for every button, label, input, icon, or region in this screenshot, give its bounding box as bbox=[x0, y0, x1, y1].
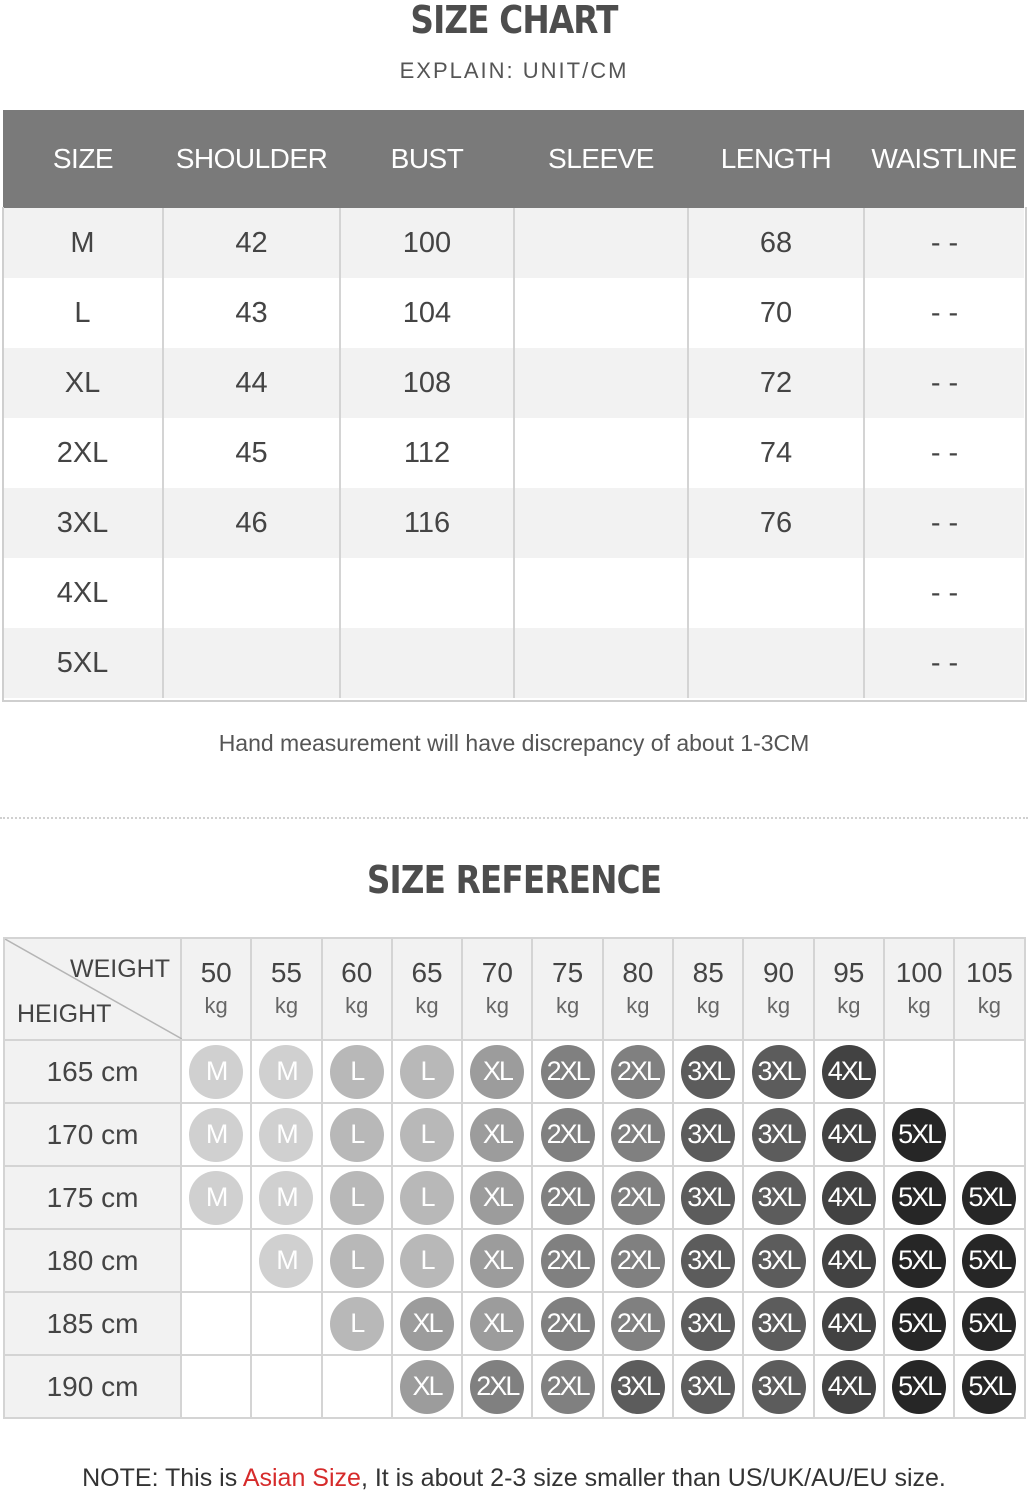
size-cell bbox=[673, 1229, 743, 1292]
size-badge-l: L bbox=[400, 1108, 454, 1162]
size-badge-xl: XL bbox=[400, 1297, 454, 1351]
size-badge-m: M bbox=[189, 1045, 243, 1099]
table-row bbox=[3, 348, 1024, 418]
size-cell bbox=[814, 1040, 884, 1103]
weight-unit: kg bbox=[766, 993, 791, 1018]
size-badge-2xl: 2XL bbox=[541, 1045, 595, 1099]
column-header-size: SIZE bbox=[3, 110, 163, 208]
table-row bbox=[3, 208, 1024, 278]
cell-waistline: - - bbox=[864, 418, 1024, 488]
size-cell bbox=[392, 1040, 462, 1103]
cell-bust: 116 bbox=[340, 488, 514, 558]
cell-waistline: - - bbox=[864, 558, 1024, 628]
size-chart-title: SIZE CHART bbox=[410, 0, 618, 42]
size-cell bbox=[251, 1292, 321, 1355]
section-divider bbox=[0, 817, 1028, 819]
weight-value: 100 bbox=[895, 957, 943, 988]
size-reference-header-row bbox=[4, 938, 1025, 1040]
size-badge-2xl: 2XL bbox=[541, 1171, 595, 1225]
size-badge-2xl: 2XL bbox=[611, 1171, 665, 1225]
weight-header bbox=[532, 938, 602, 1040]
size-badge-xl: XL bbox=[470, 1297, 524, 1351]
size-cell bbox=[181, 1040, 251, 1103]
size-badge-2xl: 2XL bbox=[611, 1297, 665, 1351]
size-cell bbox=[673, 1166, 743, 1229]
size-badge-xl: XL bbox=[470, 1234, 524, 1288]
weight-header bbox=[743, 938, 813, 1040]
table-row bbox=[4, 1166, 1025, 1229]
table-row bbox=[4, 1355, 1025, 1418]
height-cell: 180 cm bbox=[4, 1229, 181, 1292]
weight-header bbox=[181, 938, 251, 1040]
size-cell bbox=[954, 1040, 1024, 1103]
size-cell bbox=[954, 1355, 1024, 1418]
cell-bust: 112 bbox=[340, 418, 514, 488]
size-cell bbox=[673, 1292, 743, 1355]
size-cell bbox=[954, 1292, 1024, 1355]
size-badge-m: M bbox=[189, 1108, 243, 1162]
size-badge-2xl: 2XL bbox=[541, 1360, 595, 1414]
size-badge-2xl: 2XL bbox=[541, 1108, 595, 1162]
weight-header bbox=[392, 938, 462, 1040]
column-header-sleeve: SLEEVE bbox=[514, 110, 688, 208]
size-badge-5xl: 5XL bbox=[892, 1234, 946, 1288]
asian-size-highlight: Asian Size bbox=[242, 1464, 361, 1492]
cell-waistline: - - bbox=[864, 488, 1024, 558]
cell-sleeve bbox=[514, 208, 688, 278]
weight-unit: kg bbox=[977, 993, 1002, 1018]
size-reference-body bbox=[4, 1040, 1025, 1418]
size-cell bbox=[743, 1229, 813, 1292]
size-cell bbox=[814, 1292, 884, 1355]
size-cell bbox=[884, 1040, 954, 1103]
size-cell bbox=[532, 1355, 602, 1418]
size-badge-5xl: 5XL bbox=[962, 1234, 1016, 1288]
size-badge-3xl: 3XL bbox=[752, 1360, 806, 1414]
cell-waistline: - - bbox=[864, 348, 1024, 418]
cell-size: XL bbox=[3, 348, 163, 418]
size-cell bbox=[532, 1292, 602, 1355]
weight-unit: kg bbox=[556, 993, 580, 1018]
size-cell bbox=[743, 1355, 813, 1418]
size-cell bbox=[322, 1355, 392, 1418]
cell-length: 70 bbox=[688, 278, 864, 348]
size-badge-xl: XL bbox=[400, 1360, 454, 1414]
size-cell bbox=[322, 1040, 392, 1103]
size-badge-4xl: 4XL bbox=[822, 1045, 876, 1099]
cell-shoulder: 44 bbox=[163, 348, 340, 418]
table-row bbox=[3, 418, 1024, 488]
weight-unit: kg bbox=[415, 993, 439, 1018]
size-badge-l: L bbox=[330, 1234, 384, 1288]
note-prefix: NOTE: This is bbox=[82, 1464, 243, 1492]
size-cell bbox=[181, 1355, 251, 1418]
weight-unit: kg bbox=[696, 993, 720, 1018]
size-badge-m: M bbox=[259, 1171, 313, 1225]
size-cell bbox=[603, 1355, 673, 1418]
size-cell bbox=[181, 1166, 251, 1229]
size-cell bbox=[814, 1355, 884, 1418]
column-header-waistline: WAISTLINE bbox=[864, 110, 1024, 208]
weight-header bbox=[954, 938, 1024, 1040]
cell-sleeve bbox=[514, 488, 688, 558]
size-badge-2xl: 2XL bbox=[541, 1297, 595, 1351]
size-cell bbox=[673, 1040, 743, 1103]
size-cell bbox=[884, 1166, 954, 1229]
cell-sleeve bbox=[514, 348, 688, 418]
size-badge-l: L bbox=[330, 1045, 384, 1099]
table-row bbox=[3, 488, 1024, 558]
cell-shoulder: 42 bbox=[163, 208, 340, 278]
note-suffix: , It is about 2-3 size smaller than US/UK/AU/EU size. bbox=[360, 1464, 946, 1492]
size-badge-3xl: 3XL bbox=[752, 1297, 806, 1351]
size-badge-5xl: 5XL bbox=[892, 1108, 946, 1162]
cell-bust: 104 bbox=[340, 278, 514, 348]
weight-unit: kg bbox=[485, 993, 509, 1018]
weight-header bbox=[251, 938, 321, 1040]
size-badge-4xl: 4XL bbox=[822, 1234, 876, 1288]
size-badge-3xl: 3XL bbox=[681, 1360, 735, 1414]
size-badge-2xl: 2XL bbox=[470, 1360, 524, 1414]
weight-unit: kg bbox=[274, 993, 299, 1018]
weight-value: 65 bbox=[411, 957, 443, 988]
size-cell bbox=[532, 1166, 602, 1229]
weight-value: 60 bbox=[341, 957, 373, 988]
table-row bbox=[3, 278, 1024, 348]
table-row bbox=[3, 558, 1024, 628]
size-badge-xl: XL bbox=[470, 1045, 524, 1099]
size-chart-subtitle: EXPLAIN: UNIT/CM bbox=[399, 58, 629, 83]
size-cell bbox=[462, 1355, 532, 1418]
weight-value: 50 bbox=[200, 957, 232, 988]
height-cell: 175 cm bbox=[4, 1166, 181, 1229]
size-cell bbox=[462, 1166, 532, 1229]
size-cell bbox=[954, 1229, 1024, 1292]
height-cell: 185 cm bbox=[4, 1292, 181, 1355]
size-cell bbox=[603, 1166, 673, 1229]
size-badge-3xl: 3XL bbox=[681, 1108, 735, 1162]
size-cell bbox=[673, 1355, 743, 1418]
height-cell: 170 cm bbox=[4, 1103, 181, 1166]
size-cell bbox=[251, 1103, 321, 1166]
table-row bbox=[4, 1040, 1025, 1103]
size-cell bbox=[462, 1292, 532, 1355]
size-cell bbox=[462, 1229, 532, 1292]
size-badge-5xl: 5XL bbox=[962, 1171, 1016, 1225]
size-cell bbox=[181, 1229, 251, 1292]
weight-unit: kg bbox=[837, 993, 861, 1018]
size-badge-m: M bbox=[259, 1045, 313, 1099]
table-row bbox=[3, 628, 1024, 698]
size-badge-2xl: 2XL bbox=[611, 1234, 665, 1288]
size-badge-3xl: 3XL bbox=[752, 1045, 806, 1099]
weight-value: 90 bbox=[762, 957, 795, 988]
weight-value: 55 bbox=[270, 957, 303, 988]
size-badge-l: L bbox=[330, 1297, 384, 1351]
size-cell bbox=[462, 1040, 532, 1103]
size-cell bbox=[251, 1355, 321, 1418]
size-badge-3xl: 3XL bbox=[681, 1045, 735, 1099]
size-badge-5xl: 5XL bbox=[892, 1360, 946, 1414]
cell-sleeve bbox=[514, 628, 688, 698]
height-axis-label: HEIGHT bbox=[17, 1000, 112, 1028]
weight-unit: kg bbox=[204, 993, 228, 1018]
cell-length: 68 bbox=[688, 208, 864, 278]
size-badge-5xl: 5XL bbox=[892, 1297, 946, 1351]
size-cell bbox=[743, 1292, 813, 1355]
height-cell: 190 cm bbox=[4, 1355, 181, 1418]
size-cell bbox=[532, 1229, 602, 1292]
weight-value: 85 bbox=[692, 957, 724, 988]
size-badge-3xl: 3XL bbox=[752, 1108, 806, 1162]
size-cell bbox=[884, 1292, 954, 1355]
size-cell bbox=[251, 1229, 321, 1292]
size-badge-5xl: 5XL bbox=[962, 1360, 1016, 1414]
cell-shoulder: 45 bbox=[163, 418, 340, 488]
table-row bbox=[4, 1229, 1025, 1292]
size-badge-4xl: 4XL bbox=[822, 1171, 876, 1225]
size-cell bbox=[814, 1166, 884, 1229]
size-badge-xl: XL bbox=[470, 1108, 524, 1162]
size-badge-2xl: 2XL bbox=[611, 1108, 665, 1162]
size-cell bbox=[392, 1229, 462, 1292]
size-cell bbox=[743, 1103, 813, 1166]
cell-size: M bbox=[3, 208, 163, 278]
cell-shoulder: 46 bbox=[163, 488, 340, 558]
cell-size: 3XL bbox=[3, 488, 163, 558]
cell-sleeve bbox=[514, 278, 688, 348]
weight-value: 95 bbox=[833, 957, 865, 988]
size-cell bbox=[603, 1040, 673, 1103]
size-badge-3xl: 3XL bbox=[752, 1234, 806, 1288]
cell-size: 4XL bbox=[3, 558, 163, 628]
size-cell bbox=[884, 1229, 954, 1292]
size-cell bbox=[814, 1103, 884, 1166]
weight-value: 70 bbox=[481, 957, 513, 988]
size-cell bbox=[743, 1166, 813, 1229]
asian-size-note bbox=[0, 1464, 1028, 1493]
weight-header bbox=[603, 938, 673, 1040]
cell-waistline: - - bbox=[864, 628, 1024, 698]
size-cell bbox=[392, 1292, 462, 1355]
cell-size: 2XL bbox=[3, 418, 163, 488]
size-badge-xl: XL bbox=[470, 1171, 524, 1225]
size-badge-l: L bbox=[330, 1108, 384, 1162]
height-cell: 165 cm bbox=[4, 1040, 181, 1103]
cell-bust bbox=[340, 628, 514, 698]
weight-unit: kg bbox=[907, 993, 931, 1018]
weight-value: 75 bbox=[552, 957, 584, 988]
measurement-note: Hand measurement will have discrepancy of about 1-3CM bbox=[218, 730, 810, 756]
size-cell bbox=[322, 1292, 392, 1355]
cell-shoulder: 43 bbox=[163, 278, 340, 348]
size-cell bbox=[954, 1103, 1024, 1166]
weight-unit: kg bbox=[626, 993, 650, 1018]
cell-length bbox=[688, 628, 864, 698]
column-header-bust: BUST bbox=[340, 110, 514, 208]
size-cell bbox=[392, 1103, 462, 1166]
size-badge-3xl: 3XL bbox=[611, 1360, 665, 1414]
column-header-length: LENGTH bbox=[688, 110, 864, 208]
size-cell bbox=[673, 1103, 743, 1166]
weight-unit: kg bbox=[345, 993, 369, 1018]
size-cell bbox=[603, 1229, 673, 1292]
cell-length: 74 bbox=[688, 418, 864, 488]
weight-value: 80 bbox=[622, 957, 654, 988]
cell-size: 5XL bbox=[3, 628, 163, 698]
size-badge-2xl: 2XL bbox=[541, 1234, 595, 1288]
size-reference-title: SIZE REFERENCE bbox=[366, 858, 662, 902]
size-badge-3xl: 3XL bbox=[681, 1234, 735, 1288]
size-cell bbox=[743, 1040, 813, 1103]
size-cell bbox=[603, 1103, 673, 1166]
size-cell bbox=[814, 1229, 884, 1292]
size-cell bbox=[954, 1166, 1024, 1229]
cell-length bbox=[688, 558, 864, 628]
size-chart-header-row bbox=[3, 110, 1024, 208]
weight-header bbox=[462, 938, 532, 1040]
size-chart-body bbox=[3, 208, 1024, 698]
cell-bust: 100 bbox=[340, 208, 514, 278]
size-cell bbox=[392, 1166, 462, 1229]
size-cell bbox=[322, 1166, 392, 1229]
weight-axis-label: WEIGHT bbox=[70, 955, 170, 983]
weight-header bbox=[884, 938, 954, 1040]
size-badge-m: M bbox=[259, 1234, 313, 1288]
size-cell bbox=[884, 1355, 954, 1418]
cell-sleeve bbox=[514, 558, 688, 628]
cell-length: 72 bbox=[688, 348, 864, 418]
table-row bbox=[4, 1103, 1025, 1166]
column-header-shoulder: SHOULDER bbox=[163, 110, 340, 208]
size-badge-l: L bbox=[400, 1171, 454, 1225]
size-cell bbox=[181, 1292, 251, 1355]
size-cell bbox=[322, 1103, 392, 1166]
size-cell bbox=[392, 1355, 462, 1418]
weight-header bbox=[322, 938, 392, 1040]
cell-length: 76 bbox=[688, 488, 864, 558]
size-badge-4xl: 4XL bbox=[822, 1360, 876, 1414]
size-cell bbox=[181, 1103, 251, 1166]
size-cell bbox=[462, 1103, 532, 1166]
size-cell bbox=[322, 1229, 392, 1292]
size-badge-3xl: 3XL bbox=[681, 1171, 735, 1225]
size-badge-l: L bbox=[400, 1045, 454, 1099]
cell-bust bbox=[340, 558, 514, 628]
size-badge-2xl: 2XL bbox=[611, 1045, 665, 1099]
size-reference-table bbox=[3, 937, 1026, 1419]
size-cell bbox=[251, 1166, 321, 1229]
size-badge-5xl: 5XL bbox=[892, 1171, 946, 1225]
weight-value: 105 bbox=[966, 957, 1013, 988]
weight-header bbox=[673, 938, 743, 1040]
size-cell bbox=[532, 1103, 602, 1166]
cell-bust: 108 bbox=[340, 348, 514, 418]
weight-header bbox=[814, 938, 884, 1040]
size-badge-m: M bbox=[259, 1108, 313, 1162]
size-badge-4xl: 4XL bbox=[822, 1297, 876, 1351]
cell-shoulder bbox=[163, 558, 340, 628]
cell-waistline: - - bbox=[864, 208, 1024, 278]
size-chart-table bbox=[3, 110, 1024, 698]
size-cell bbox=[532, 1040, 602, 1103]
weight-height-corner-cell bbox=[4, 938, 181, 1040]
table-row bbox=[4, 1292, 1025, 1355]
size-cell bbox=[884, 1103, 954, 1166]
size-badge-3xl: 3XL bbox=[752, 1171, 806, 1225]
size-cell bbox=[603, 1292, 673, 1355]
size-badge-m: M bbox=[189, 1171, 243, 1225]
size-badge-4xl: 4XL bbox=[822, 1108, 876, 1162]
cell-size: L bbox=[3, 278, 163, 348]
cell-shoulder bbox=[163, 628, 340, 698]
size-badge-l: L bbox=[330, 1171, 384, 1225]
cell-waistline: - - bbox=[864, 278, 1024, 348]
size-badge-l: L bbox=[400, 1234, 454, 1288]
cell-sleeve bbox=[514, 418, 688, 488]
size-cell bbox=[251, 1040, 321, 1103]
size-badge-3xl: 3XL bbox=[681, 1297, 735, 1351]
size-badge-5xl: 5XL bbox=[962, 1297, 1016, 1351]
